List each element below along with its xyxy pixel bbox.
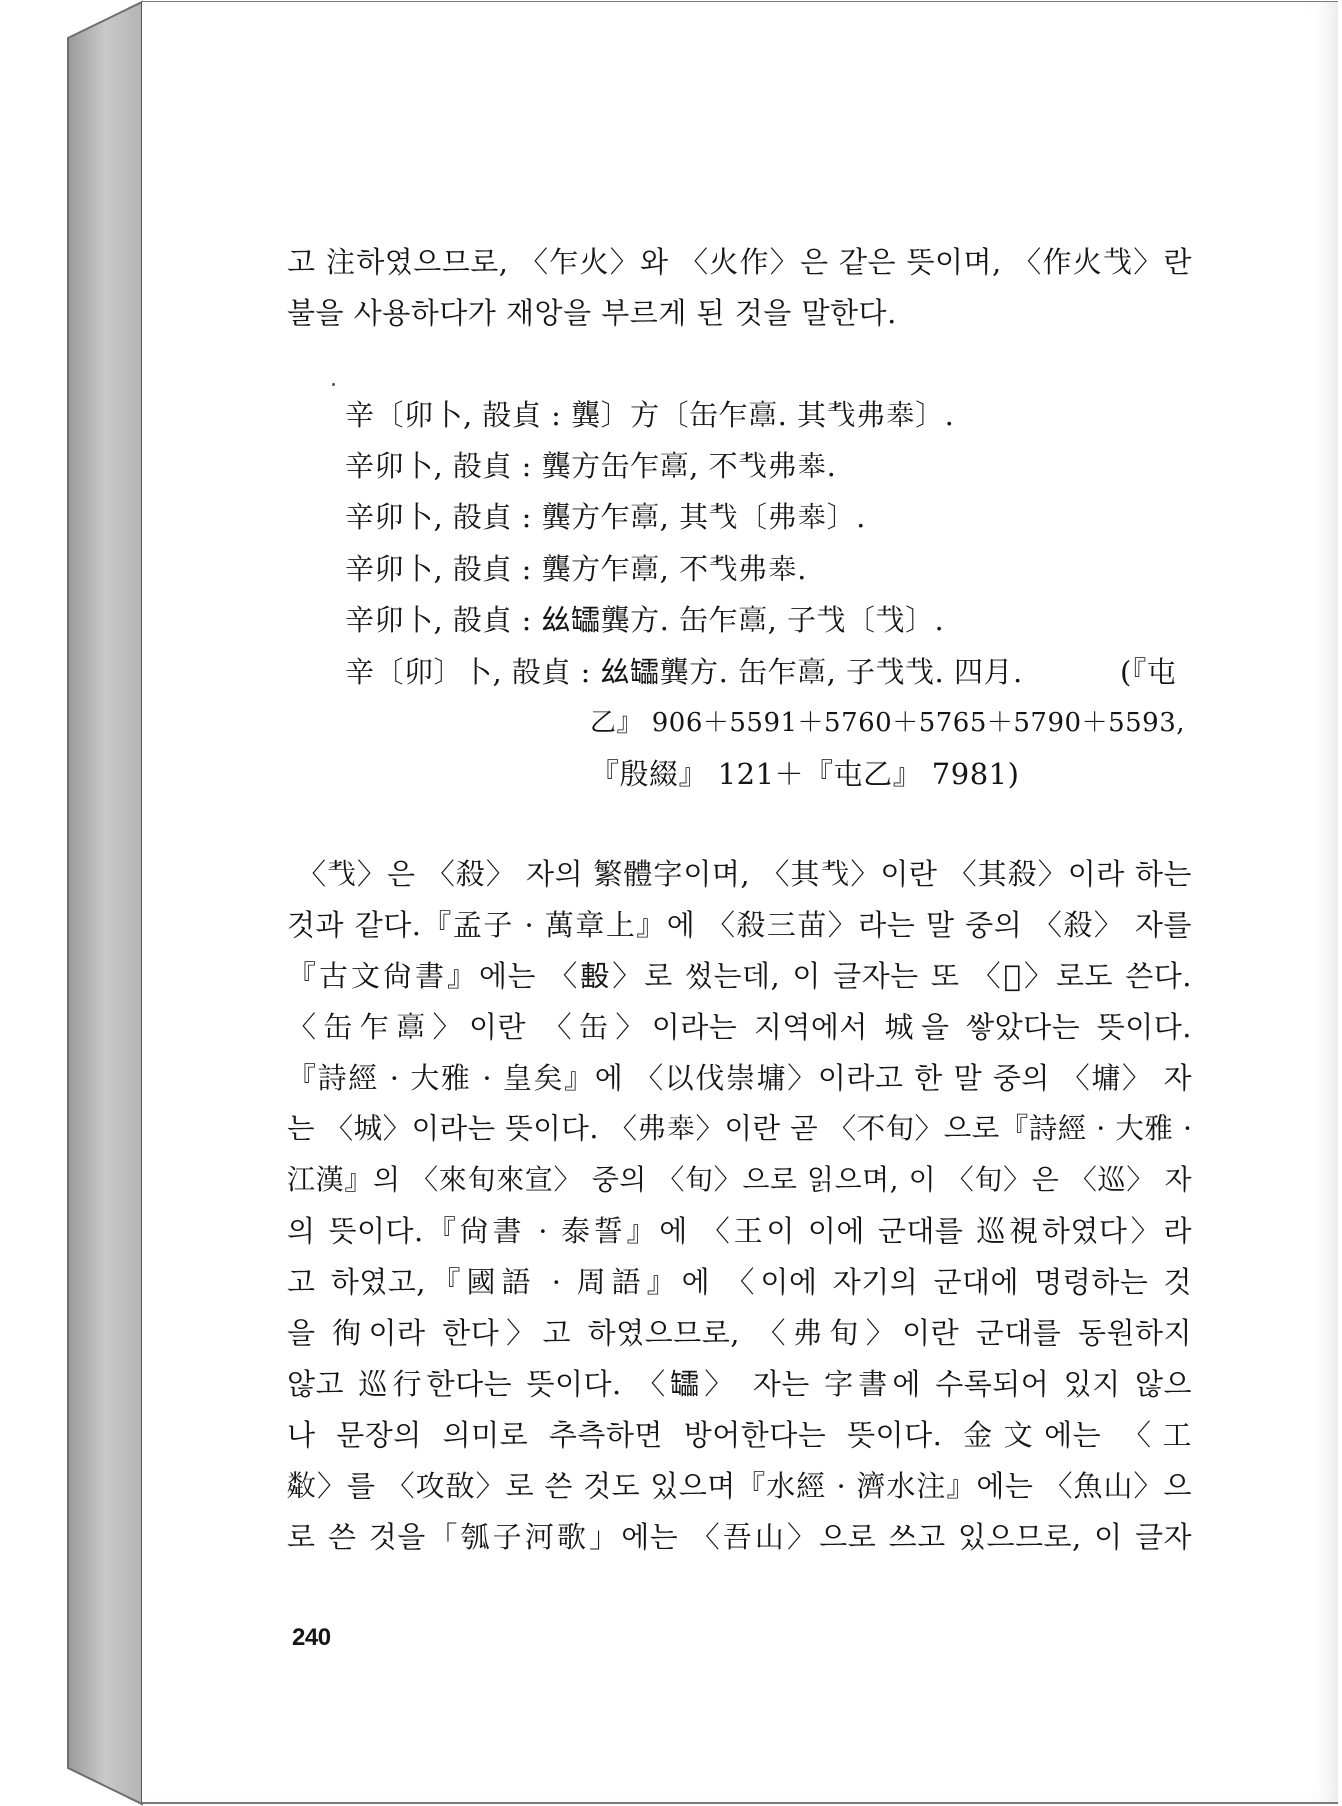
text-line: 고 하였고,『國語 · 周語』에 〈이에 자기의 군대에 명령하는 것	[287, 1265, 1192, 1299]
inscription-line: 辛〔卯〕卜, 㱿貞 : 𢆶𦉢龔方. 缶乍𩫖, 子𢦏𢦏. 四月.	[345, 655, 1023, 689]
text-line: 고 注하였으므로, 〈乍火〉와 〈火作〉은 같은 뜻이며, 〈作火𢦏〉란	[287, 245, 1192, 279]
source-citation-start: (『屯	[1120, 655, 1177, 689]
text-line: 않고 巡行한다는 뜻이다. 〈𦉢〉 자는 字書에 수록되어 있지 않으	[287, 1367, 1192, 1401]
text-line: 『古文尙書』에는 〈𣪠〉로 썼는데, 이 글자는 또 〈𣪢〉로도 쓴다.	[287, 959, 1192, 993]
inscription-line: 辛卯卜, 㱿貞 : 龔方乍𩫖, 其𢦒〔弗𠦪〕.	[345, 500, 866, 534]
source-citation-line: 『殷綴』 121＋『屯乙』 7981)	[590, 757, 1020, 791]
text-line: 나 문장의 의미로 추측하면 방어한다는 뜻이다. 金文에는 〈工	[287, 1418, 1192, 1452]
inscription-line: 辛〔卯卜, 㱿貞 : 龔〕方〔缶乍𩫖. 其𢦒弗𠦪〕.	[345, 398, 955, 432]
text-line: 것과 같다.『孟子 · 萬章上』에 〈殺三苗〉라는 말 중의 〈殺〉 자를	[287, 908, 1192, 942]
text-line: 로 쓴 것을「瓠子河歌」에는 〈吾山〉으로 쓰고 있으므로, 이 글자	[287, 1520, 1192, 1554]
text-line: 불을 사용하다가 재앙을 부르게 된 것을 말한다.	[287, 296, 897, 330]
text-line: 는 〈城〉이라는 뜻이다. 〈弗𠦪〉이란 곧 〈不旬〉으로『詩經 · 大雅 ·	[287, 1112, 1193, 1145]
text-line: 〈𢦒〉은 〈殺〉 자의 繁體字이며, 〈其𢦒〉이란 〈其殺〉이라 하는	[297, 857, 1192, 891]
inscription-line: 辛卯卜, 㱿貞 : 龔方缶乍𩫖, 不𢦒弗𠦪.	[345, 449, 837, 483]
text-line: 의 뜻이다.『尙書 · 泰誓』에 〈王이 이에 군대를 巡視하였다〉라	[287, 1214, 1192, 1248]
text-line: 江漢』의 〈來旬來宣〉 중의 〈旬〉으로 읽으며, 이 〈旬〉은 〈巡〉 자	[287, 1163, 1192, 1196]
text-line: 『詩經 · 大雅 · 皇矣』에 〈以伐崇墉〉이라고 한 말 중의 〈墉〉 자	[287, 1061, 1192, 1095]
text-line: 을 徇이라 한다〉고 하였으므로, 〈弗旬〉이란 군대를 동원하지	[287, 1316, 1192, 1350]
text-line: 〈缶乍𩫖〉이란 〈缶〉이라는 지역에서 城을 쌓았다는 뜻이다.	[287, 1010, 1192, 1044]
text-line: 𢿻〉를 〈攻敔〉로 쓴 것도 있으며『水經 · 濟水注』에는 〈魚山〉으	[287, 1469, 1192, 1503]
inscription-line: 辛卯卜, 㱿貞 : 𢆶𦉢龔方. 缶乍𩫖, 子𢦏〔𢦏〕.	[345, 603, 945, 637]
inscription-line: 辛卯卜, 㱿貞 : 龔方乍𩫖, 不𢦒弗𠦪.	[345, 552, 807, 586]
speck-mark	[332, 383, 335, 386]
source-citation-line: 乙』 906＋5591＋5760＋5765＋5790＋5593,	[590, 708, 1185, 738]
page-number: 240	[292, 1624, 331, 1651]
